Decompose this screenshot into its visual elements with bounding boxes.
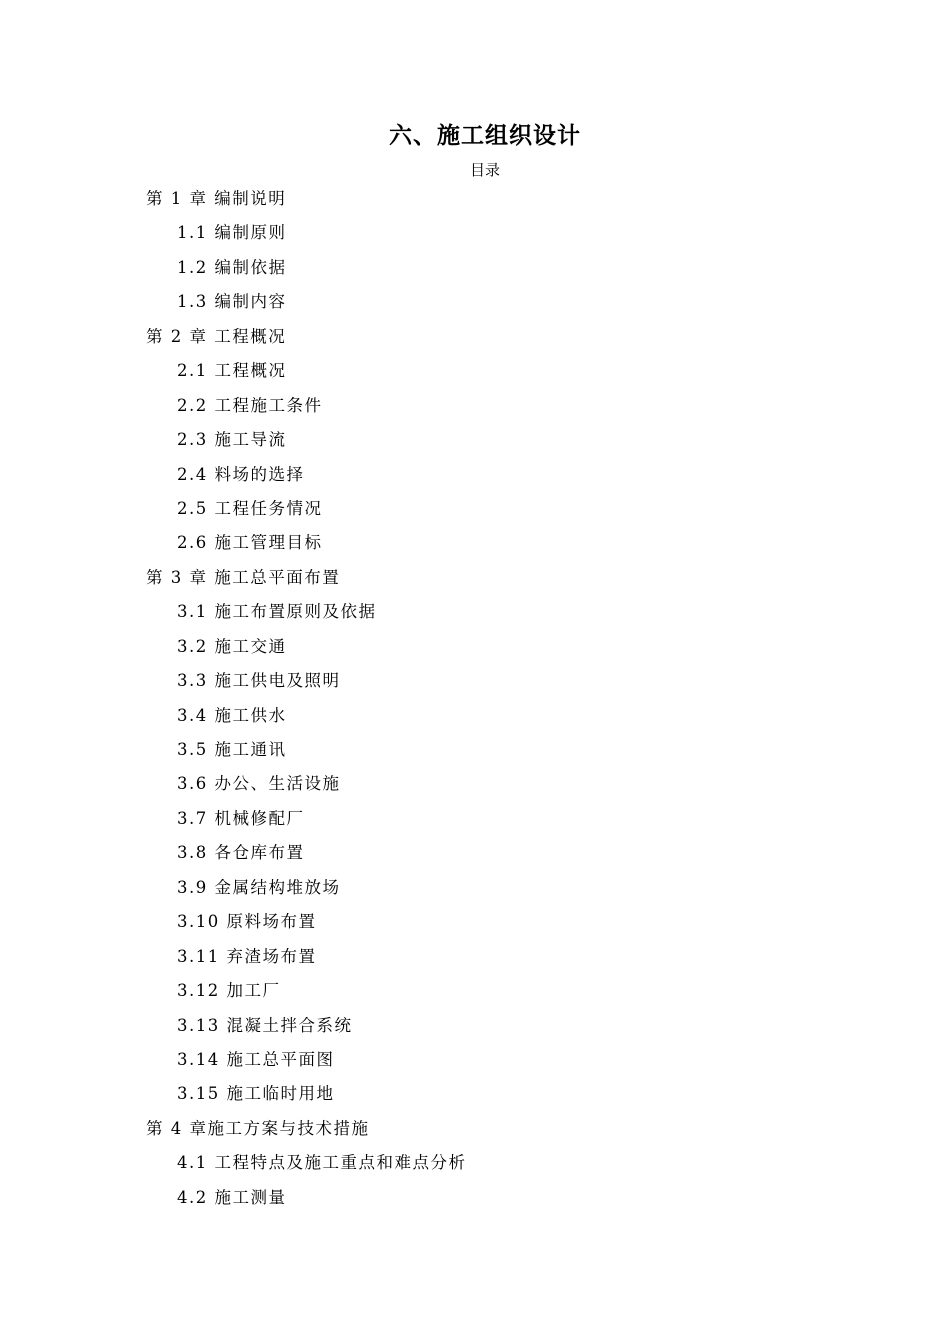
- toc-section-entry: 3.11 弃渣场布置: [177, 946, 317, 966]
- toc-chapter-entry: 第 4 章施工方案与技术措施: [146, 1118, 370, 1138]
- table-of-contents: [0, 182, 950, 1215]
- toc-section-entry: 3.12 加工厂: [177, 981, 281, 1001]
- toc-section-entry: 2.5 工程任务情况: [177, 498, 323, 518]
- toc-section-entry: 3.8 各仓库布置: [177, 843, 305, 863]
- toc-section-entry: 3.10 原料场布置: [177, 912, 317, 932]
- toc-section-entry: 3.6 办公、生活设施: [177, 774, 341, 794]
- toc-section-entry: 1.3 编制内容: [177, 292, 287, 312]
- toc-section-entry: 3.14 施工总平面图: [177, 1049, 335, 1069]
- toc-section-entry: 2.2 工程施工条件: [177, 395, 323, 415]
- toc-section-entry: 3.2 施工交通: [177, 636, 287, 656]
- toc-section-entry: 3.15 施工临时用地: [177, 1084, 335, 1104]
- toc-section-entry: 2.4 料场的选择: [177, 464, 305, 484]
- toc-section-entry: 4.1 工程特点及施工重点和难点分析: [177, 1153, 467, 1173]
- toc-section-entry: 3.13 混凝土拌合系统: [177, 1015, 353, 1035]
- toc-section-entry: 3.5 施工通讯: [177, 740, 287, 759]
- toc-section-entry: 2.1 工程概况: [177, 361, 287, 381]
- toc-section-entry: 3.7 机械修配厂: [177, 808, 305, 828]
- toc-heading: 目录: [469, 161, 500, 179]
- toc-chapter-entry: 第 1 章 编制说明: [146, 189, 287, 208]
- toc-section-entry: 4.2 施工测量: [177, 1187, 287, 1207]
- toc-section-entry: 3.4 施工供水: [177, 705, 287, 725]
- document-title: 六、施工组织设计: [389, 123, 581, 149]
- toc-section-entry: 2.3 施工导流: [177, 430, 287, 450]
- toc-section-entry: 1.2 编制依据: [177, 257, 287, 277]
- toc-section-entry: 3.1 施工布置原则及依据: [177, 602, 377, 622]
- toc-section-entry: 1.1 编制原则: [177, 223, 287, 243]
- toc-section-entry: 3.9 金属结构堆放场: [177, 877, 341, 897]
- toc-section-entry: 2.6 施工管理目标: [177, 533, 323, 553]
- toc-section-entry: 3.3 施工供电及照明: [177, 671, 341, 691]
- toc-chapter-entry: 第 3 章 施工总平面布置: [146, 567, 341, 587]
- toc-chapter-entry: 第 2 章 工程概况: [146, 326, 287, 346]
